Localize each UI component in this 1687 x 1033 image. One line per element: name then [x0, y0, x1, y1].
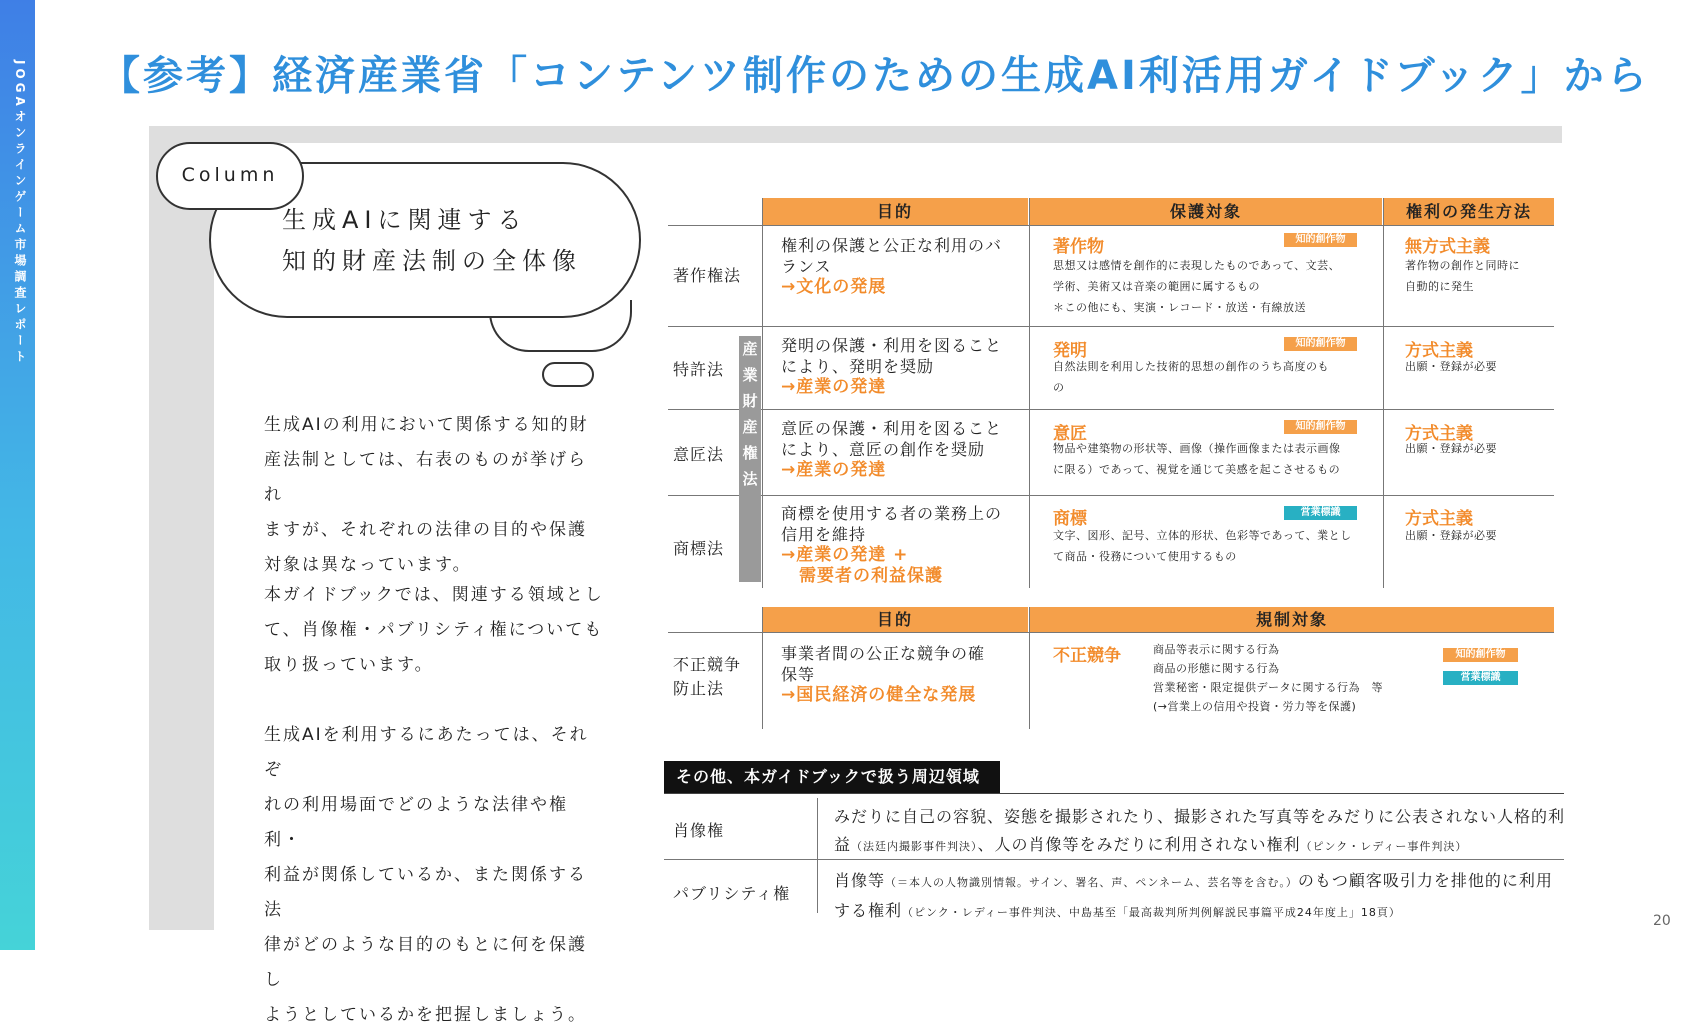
text-line	[834, 867, 1553, 897]
column-heading-line1: 生成AIに関連する	[282, 206, 528, 234]
others-row-name: パブリシティ権	[673, 884, 791, 903]
text-span: 肖像等	[834, 871, 886, 890]
sidebar-report-title: JOGAオンラインゲーム市場調査レポート	[13, 60, 27, 366]
text-line: て商品・役務について使用するもの	[1053, 550, 1237, 563]
text-line: 事業者間の公正な競争の確	[781, 644, 986, 663]
column-paragraph-1	[264, 408, 604, 583]
purpose-cell	[781, 503, 1002, 587]
table-rule	[664, 793, 1564, 794]
target-description	[1053, 525, 1352, 567]
text-line: 保等	[781, 665, 816, 684]
column-heading-line2: 知的財産法制の全体像	[282, 247, 582, 275]
text-line: 著作物の創作と同時に	[1405, 259, 1520, 272]
text-span: （法廷内撮影事件判決）	[851, 840, 978, 853]
purpose-goal: →産業の発達	[781, 377, 887, 397]
table-rule	[668, 495, 1554, 496]
header-right-method: 権利の発生方法	[1384, 198, 1554, 225]
purpose-cell	[781, 335, 1002, 398]
law-name: 特許法	[673, 360, 725, 379]
text-line: 発明の保護・利用を図ること	[781, 336, 1003, 355]
label-char: 財	[742, 392, 758, 410]
purpose-goal: →産業の発達 +	[781, 545, 909, 565]
sidebar-accent	[0, 0, 35, 950]
table-column-rule	[762, 607, 763, 729]
label-char: 権	[742, 444, 758, 462]
table-rule	[668, 225, 1554, 226]
text-span: （＝本人の人物識別情報。サイン、署名、声、ペンネーム、芸名等を含む。）	[885, 876, 1298, 889]
category-tag: 営業標識	[1443, 671, 1518, 685]
text-line: 信用を維持	[781, 525, 867, 544]
protection-target: 意匠	[1053, 424, 1087, 444]
text-line: 文字、図形、記号、立体的形状、色彩等であって、業とし	[1053, 529, 1352, 542]
text-line: により、意匠の創作を奨励	[781, 440, 986, 459]
label-char: 業	[742, 366, 758, 384]
text-line: れの利用場面でどのような法律や権利・	[264, 795, 568, 850]
table-column-rule	[1383, 198, 1384, 588]
others-row-description	[834, 867, 1553, 927]
text-line: 意匠の保護・利用を図ること	[781, 419, 1003, 438]
text-line: に限る）であって、視覚を通じて美感を起こさせるもの	[1053, 463, 1341, 476]
text-line: ＊この他にも、実演・レコード・放送・有線放送	[1053, 301, 1306, 314]
text-line: 利益が関係しているか、また関係する法	[264, 865, 587, 920]
others-row-description	[834, 803, 1565, 861]
label-char: 産	[742, 340, 758, 358]
purpose-cell	[781, 235, 1002, 298]
table-column-rule	[1029, 198, 1030, 588]
text-span: のもつ顧客吸引力を排他的に利用	[1297, 871, 1553, 890]
header-purpose: 目的	[762, 198, 1028, 225]
text-line: 物品や建築物の形状等、画像（操作画像または表示画像	[1053, 442, 1341, 455]
law-name: 著作権法	[673, 266, 742, 285]
text-line: 生成AIを利用するにあたっては、それぞ	[264, 725, 589, 780]
text-line: 出願・登録が必要	[1405, 529, 1497, 542]
text-line: 商品の形態に関する行為	[1153, 662, 1280, 675]
column-paragraph-3	[264, 718, 604, 1033]
text-line: 産法制としては、右表のものが挙げられ	[264, 450, 587, 505]
target-description	[1053, 255, 1340, 318]
category-tag: 知的創作物	[1443, 648, 1518, 662]
column-paragraph-2	[264, 578, 604, 683]
text-span: 、人の肖像等をみだりに利用されない権利	[977, 835, 1301, 854]
method-description	[1405, 525, 1497, 546]
regulated-target: 不正競争	[1053, 646, 1121, 666]
header-regulated-target: 規制対象	[1030, 607, 1554, 632]
text-span: 益	[834, 835, 852, 854]
target-description	[1053, 356, 1329, 398]
text-line: みだりに自己の容貌、姿態を撮影されたり、撮影された写真等をみだりに公表されない人格的利	[834, 807, 1566, 826]
text-line: 自然法則を利用した技術的思想の創作のうち高度のも	[1053, 360, 1329, 373]
text-line: 不正競争	[673, 655, 742, 674]
law-name: 商標法	[673, 539, 725, 558]
text-line: 本ガイドブックでは、関連する領域とし	[264, 585, 604, 605]
purpose-goal: →国民経済の健全な発展	[781, 685, 977, 705]
industrial-property-label	[739, 336, 761, 582]
text-line: 律がどのような目的のもとに何を保護し	[264, 935, 587, 990]
text-span: （ピンク・レディー事件判決、中島基至「最高裁判所判例解説民事篇平成24年度上」18頁）	[902, 906, 1401, 919]
method-description	[1405, 438, 1497, 459]
right-method: 方式主義	[1405, 509, 1473, 529]
text-line: ますが、それぞれの法律の目的や保護	[264, 520, 587, 540]
category-tag: 知的創作物	[1284, 420, 1357, 434]
protection-target: 著作物	[1053, 237, 1104, 257]
text-line: 出願・登録が必要	[1405, 442, 1497, 455]
text-line: 営業秘密・限定提供データに関する行為 等	[1153, 681, 1383, 694]
purpose-goal: →文化の発展	[781, 277, 887, 297]
table-column-rule	[817, 798, 818, 913]
text-line: 防止法	[673, 679, 725, 698]
method-description	[1405, 255, 1520, 297]
text-line: 自動的に発生	[1405, 280, 1474, 293]
table-rule	[668, 326, 1554, 327]
page-title: 【参考】経済産業省「コンテンツ制作のための生成AI利活用ガイドブック」から	[100, 53, 1650, 99]
text-line: て、肖像権・パブリシティ権についても	[264, 620, 604, 640]
others-row-name: 肖像権	[673, 821, 725, 840]
law-name: 意匠法	[673, 445, 725, 464]
protection-target: 商標	[1053, 509, 1087, 529]
text-line	[834, 831, 1565, 861]
text-line: (→営業上の信用や投資・労力等を保護)	[1153, 700, 1357, 713]
target-description	[1053, 438, 1341, 480]
text-line: ようとしているかを把握しましょう。	[264, 1005, 587, 1025]
right-method: 無方式主義	[1405, 237, 1490, 257]
header-purpose-2: 目的	[762, 607, 1028, 632]
category-tag: 知的創作物	[1284, 233, 1357, 247]
text-line: の	[1053, 381, 1065, 394]
label-char: 産	[742, 418, 758, 436]
text-line: 商標を使用する者の業務上の	[781, 504, 1003, 523]
protection-target: 発明	[1053, 341, 1087, 361]
purpose-cell	[781, 643, 985, 706]
method-description	[1405, 356, 1497, 377]
text-line: 思想又は感情を創作的に表現したものであって、文芸、	[1053, 259, 1341, 272]
column-heading	[282, 200, 582, 282]
right-method: 方式主義	[1405, 424, 1473, 444]
panel-top-band	[149, 126, 1562, 143]
text-line: ランス	[781, 257, 832, 276]
text-line: 取り扱っています。	[264, 655, 434, 675]
right-method: 方式主義	[1405, 341, 1473, 361]
header-protection-target: 保護対象	[1030, 198, 1382, 225]
purpose-goal-2: 需要者の利益保護	[799, 566, 943, 586]
text-line: 出願・登録が必要	[1405, 360, 1497, 373]
text-line: 商品等表示に関する行為	[1153, 643, 1280, 656]
panel-left-band	[149, 126, 214, 930]
text-line: 権利の保護と公正な利用のバ	[781, 236, 1003, 255]
thought-bubble-small	[542, 362, 594, 387]
table-column-rule	[762, 198, 763, 588]
category-tag: 営業標識	[1284, 506, 1357, 520]
text-line	[834, 897, 1553, 927]
regulated-items	[1153, 640, 1383, 716]
table-column-rule	[1029, 607, 1030, 729]
table-rule	[668, 632, 1554, 633]
table-rule	[668, 409, 1554, 410]
purpose-cell	[781, 418, 1002, 481]
column-label: Column	[156, 142, 304, 210]
label-char: 法	[742, 470, 758, 488]
text-line: 対象は異なっています。	[264, 555, 472, 575]
text-span: （ピンク・レディー事件判決）	[1300, 840, 1468, 853]
purpose-goal: →産業の発達	[781, 460, 887, 480]
law-name-unfair	[673, 653, 741, 701]
text-line: により、発明を奨励	[781, 357, 935, 376]
text-line: 学術、美術又は音楽の範囲に属するもの	[1053, 280, 1260, 293]
page-number: 20	[1653, 913, 1671, 929]
text-line: 生成AIの利用において関係する知的財	[264, 415, 589, 435]
others-heading: その他、本ガイドブックで扱う周辺領域	[664, 761, 1000, 793]
category-tag: 知的創作物	[1284, 337, 1357, 351]
text-span: する権利	[834, 901, 903, 920]
